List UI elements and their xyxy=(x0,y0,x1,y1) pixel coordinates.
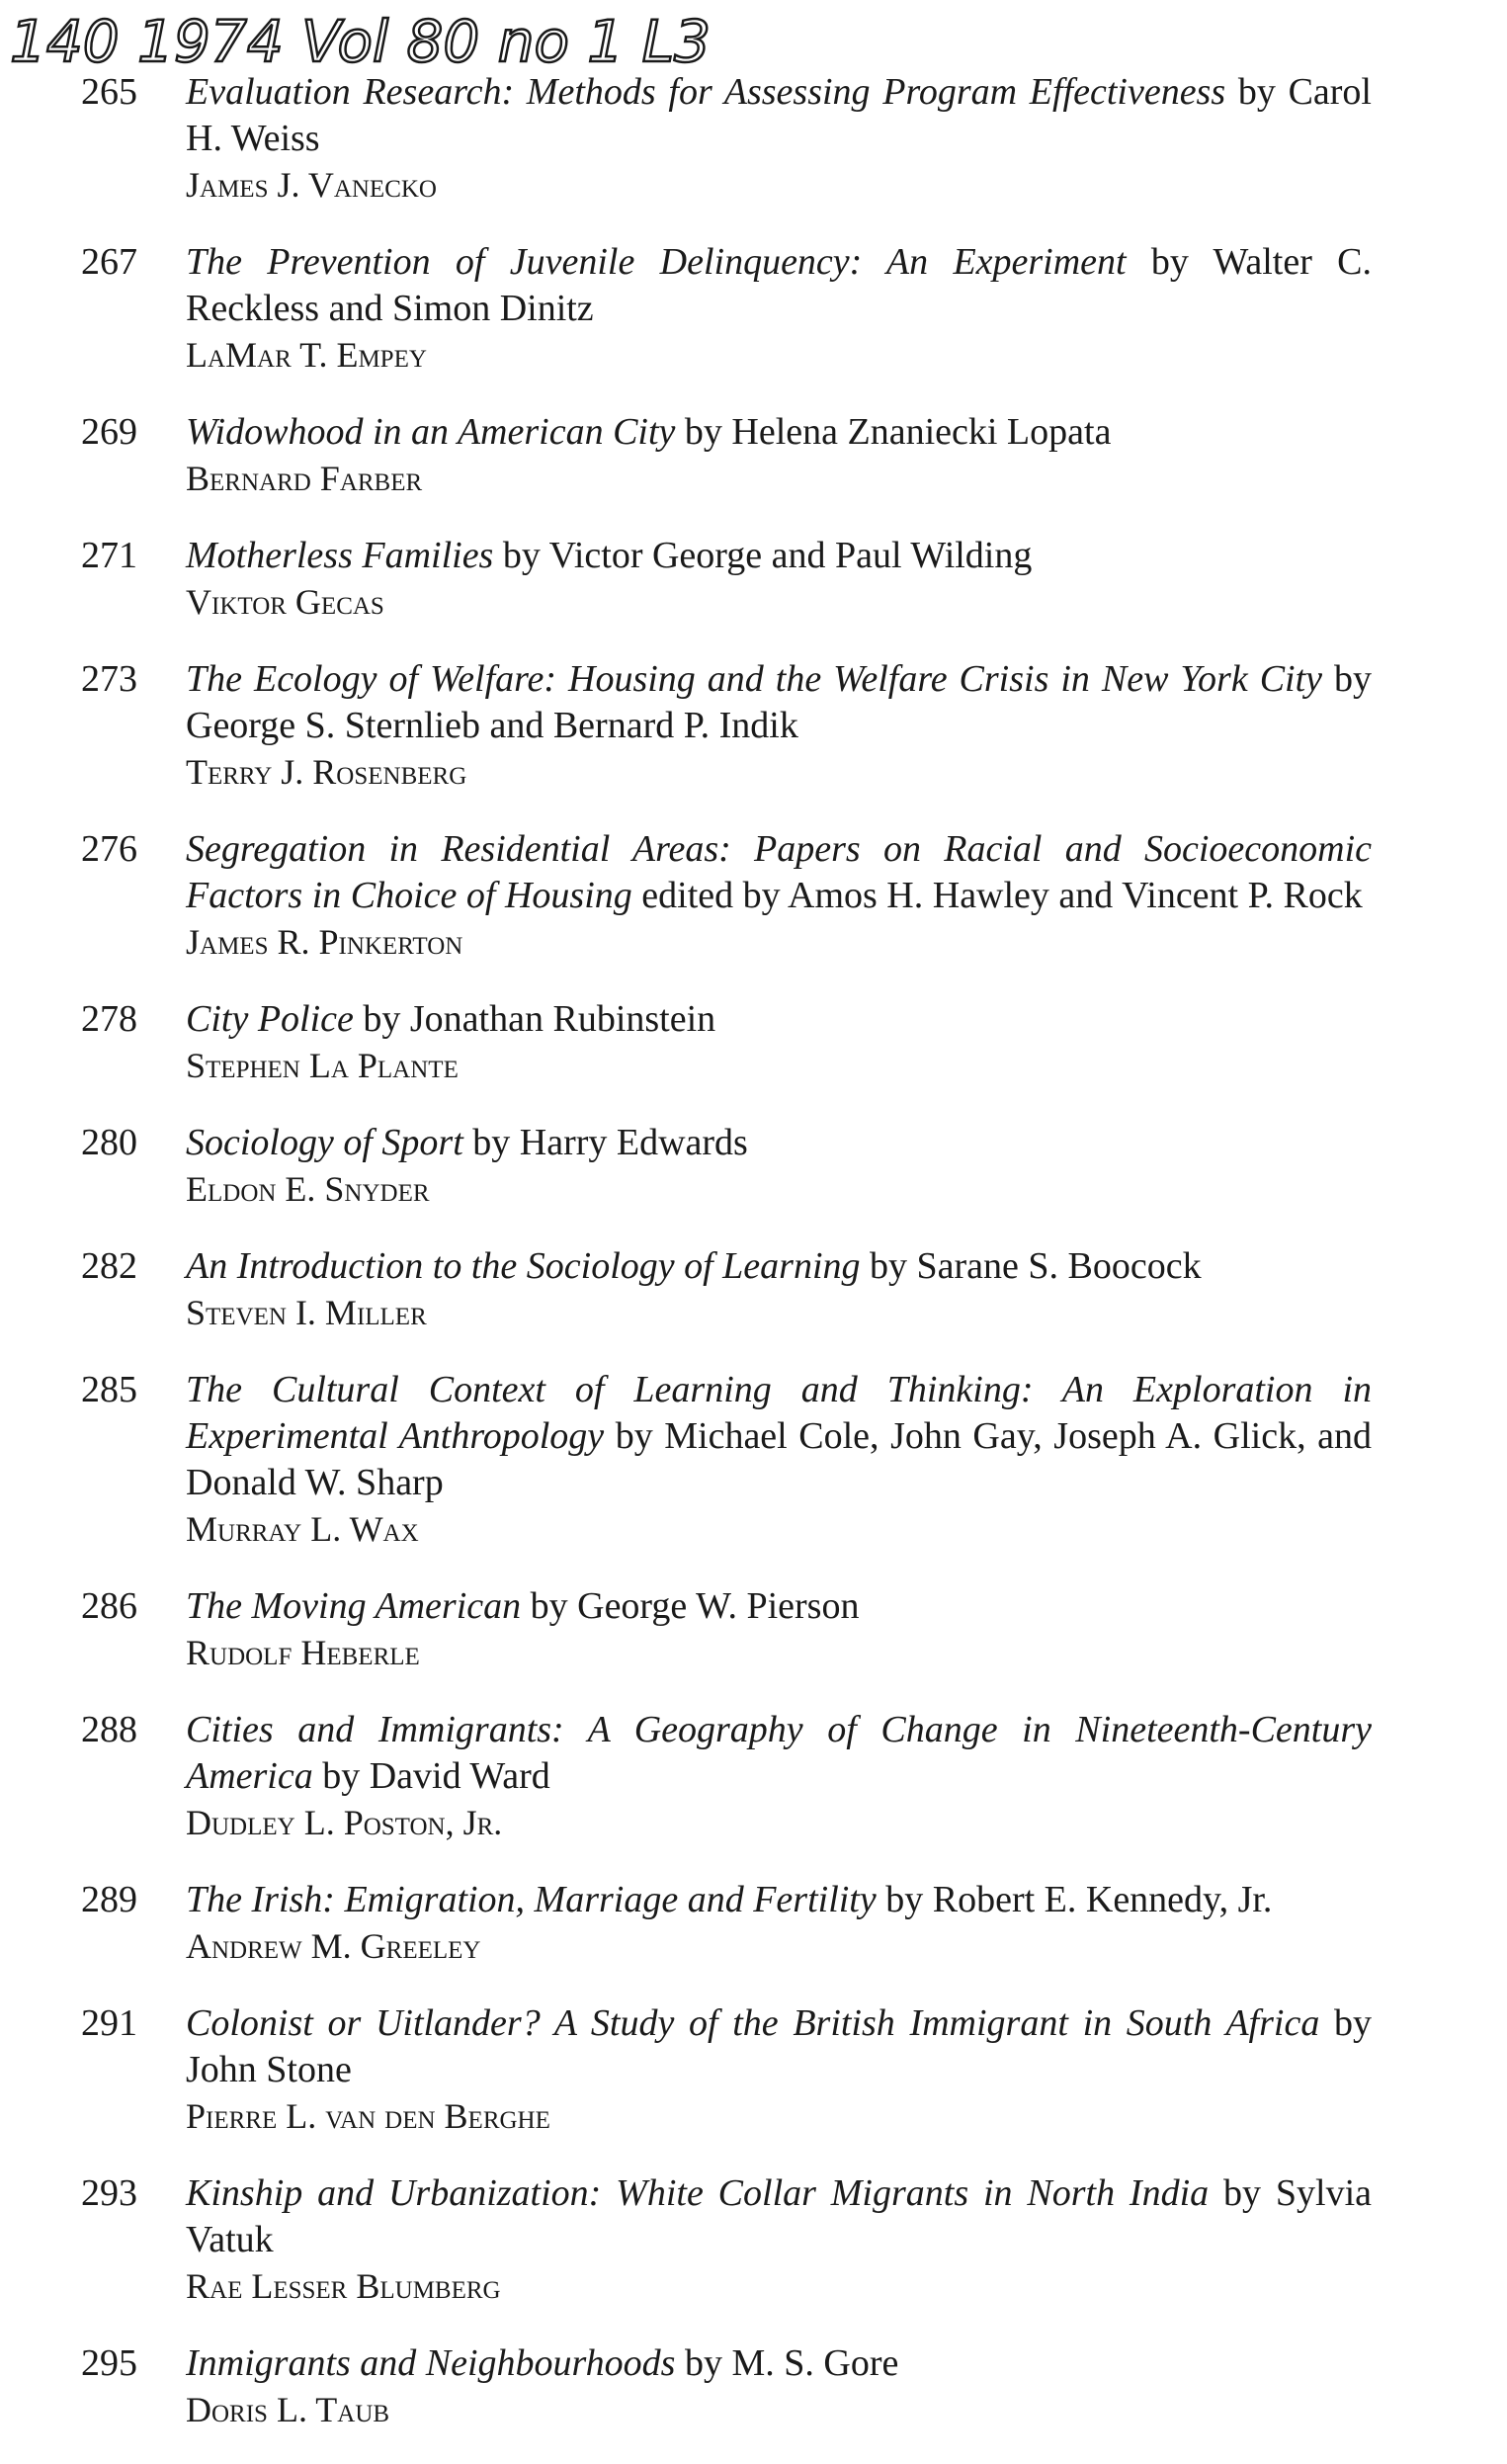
book-credit: by Helena Znaniecki Lopata xyxy=(684,411,1112,453)
book-credit: by Sarane S. Boocock xyxy=(870,1245,1202,1287)
reviewer-name: Rudolf Heberle xyxy=(186,1633,420,1672)
entry-text xyxy=(186,1243,1372,1335)
reviewer-name: Dudley L. Poston, Jr. xyxy=(186,1803,503,1842)
book-title: Motherless Families xyxy=(186,535,494,576)
book-title: Sociology of Sport xyxy=(186,1122,463,1163)
review-entry xyxy=(0,2340,1507,2432)
page-number: 276 xyxy=(81,828,137,870)
reviewer-name: Bernard Farber xyxy=(186,459,423,498)
reviewer-name: Andrew M. Greeley xyxy=(186,1926,481,1966)
entry-text xyxy=(186,533,1372,625)
entry-text xyxy=(186,996,1372,1088)
reviewer-name: Terry J. Rosenberg xyxy=(186,752,467,792)
review-entry xyxy=(0,1877,1507,1969)
reviewer-name: Doris L. Taub xyxy=(186,2390,390,2429)
entry-text xyxy=(186,826,1372,965)
entry-text xyxy=(186,1877,1372,1969)
book-credit: by John Stone xyxy=(186,2002,1373,2090)
reviewer-name: Steven I. Miller xyxy=(186,1293,427,1332)
review-entry xyxy=(0,1367,1507,1552)
book-title: Cities and Immigrants: A Geography of Change in Nineteenth-Century America xyxy=(186,1709,1372,1797)
book-credit: by Michael Cole, John Gay, Joseph A. Glick, and Donald W. Sharp xyxy=(186,1415,1372,1503)
review-list xyxy=(0,69,1507,2464)
book-credit: edited by Amos H. Hawley and Vincent P. Rock xyxy=(641,875,1363,916)
entry-text xyxy=(186,1707,1372,1845)
reviewer-name: Stephen La Plante xyxy=(186,1046,459,1085)
review-entry xyxy=(0,1707,1507,1845)
book-title: Inmigrants and Neighbourhoods xyxy=(186,2342,676,2384)
book-credit: by Carol H. Weiss xyxy=(186,71,1372,159)
book-title: The Cultural Context of Learning and Thinking: An Exploration in Experimental Anthropology xyxy=(186,1369,1372,1457)
book-credit: by George S. Sternlieb and Bernard P. Indik xyxy=(186,658,1373,746)
book-credit: by Harry Edwards xyxy=(472,1122,748,1163)
entry-text xyxy=(186,1583,1372,1675)
review-entry xyxy=(0,1583,1507,1675)
page-number: 288 xyxy=(81,1709,137,1750)
reviewer-name: James J. Vanecko xyxy=(186,165,437,205)
page-number: 285 xyxy=(81,1369,137,1410)
review-entry xyxy=(0,1120,1507,1212)
review-entry xyxy=(0,656,1507,795)
entry-text xyxy=(186,69,1372,208)
book-title: Widowhood in an American City xyxy=(186,411,676,453)
page-number: 293 xyxy=(81,2172,137,2214)
handwritten-note-text: 140 1974 Vol 80 no 1 L3 xyxy=(10,8,711,75)
entry-text xyxy=(186,2000,1372,2139)
reviewer-name: Rae Lesser Blumberg xyxy=(186,2266,501,2306)
book-credit: by Jonathan Rubinstein xyxy=(363,998,716,1040)
book-title: City Police xyxy=(186,998,354,1040)
page-number: 282 xyxy=(81,1245,137,1287)
entry-text xyxy=(186,1367,1372,1552)
page-number: 278 xyxy=(81,998,137,1040)
review-entry xyxy=(0,533,1507,625)
book-credit: by Walter C. Reckless and Simon Dinitz xyxy=(186,241,1373,329)
book-title: Segregation in Residential Areas: Papers on Racial and Socioeconomic Factors in Choice of Housing xyxy=(186,828,1372,916)
entry-text xyxy=(186,2170,1372,2309)
book-credit: by Victor George and Paul Wilding xyxy=(502,535,1033,576)
review-entry xyxy=(0,996,1507,1088)
entry-text xyxy=(186,656,1372,795)
review-entry xyxy=(0,239,1507,378)
review-entry xyxy=(0,409,1507,501)
book-title: The Moving American xyxy=(186,1585,522,1627)
page-number: 291 xyxy=(81,2002,137,2044)
book-title: The Prevention of Juvenile Delinquency: An Experiment xyxy=(186,241,1127,283)
page-number: 295 xyxy=(81,2342,137,2384)
book-title: The Ecology of Welfare: Housing and the Welfare Crisis in New York City xyxy=(186,658,1323,700)
book-credit: by Robert E. Kennedy, Jr. xyxy=(885,1879,1273,1920)
reviewer-name: Pierre L. van den Berghe xyxy=(186,2096,550,2136)
review-entry xyxy=(0,826,1507,965)
book-credit: by M. S. Gore xyxy=(684,2342,899,2384)
page-number: 289 xyxy=(81,1879,137,1920)
review-entry xyxy=(0,2170,1507,2309)
book-title: An Introduction to the Sociology of Learning xyxy=(186,1245,861,1287)
entry-text xyxy=(186,409,1372,501)
book-credit: by George W. Pierson xyxy=(530,1585,860,1627)
book-credit: by David Ward xyxy=(322,1755,550,1797)
book-title: Evaluation Research: Methods for Assessing Program Effectiveness xyxy=(186,71,1226,113)
page-number: 269 xyxy=(81,411,137,453)
entry-text xyxy=(186,239,1372,378)
reviewer-name: James R. Pinkerton xyxy=(186,922,463,962)
book-title: The Irish: Emigration, Marriage and Fertility xyxy=(186,1879,877,1920)
book-title: Kinship and Urbanization: White Collar Migrants in North India xyxy=(186,2172,1210,2214)
reviewer-name: Murray L. Wax xyxy=(186,1509,419,1549)
book-title: Colonist or Uitlander? A Study of the British Immigrant in South Africa xyxy=(186,2002,1320,2044)
reviewer-name: Viktor Gecas xyxy=(186,582,384,622)
page-number: 265 xyxy=(81,71,137,113)
page-number: 267 xyxy=(81,241,137,283)
entry-text xyxy=(186,2340,1372,2432)
page-number: 271 xyxy=(81,535,137,576)
reviewer-name: LaMar T. Empey xyxy=(186,335,427,375)
review-entry xyxy=(0,1243,1507,1335)
review-entry xyxy=(0,2000,1507,2139)
page-number: 273 xyxy=(81,658,137,700)
reviewer-name: Eldon E. Snyder xyxy=(186,1169,430,1209)
page-number: 286 xyxy=(81,1585,137,1627)
entry-text xyxy=(186,1120,1372,1212)
review-entry xyxy=(0,69,1507,208)
book-credit: by Sylvia Vatuk xyxy=(186,2172,1372,2260)
page-number: 280 xyxy=(81,1122,137,1163)
